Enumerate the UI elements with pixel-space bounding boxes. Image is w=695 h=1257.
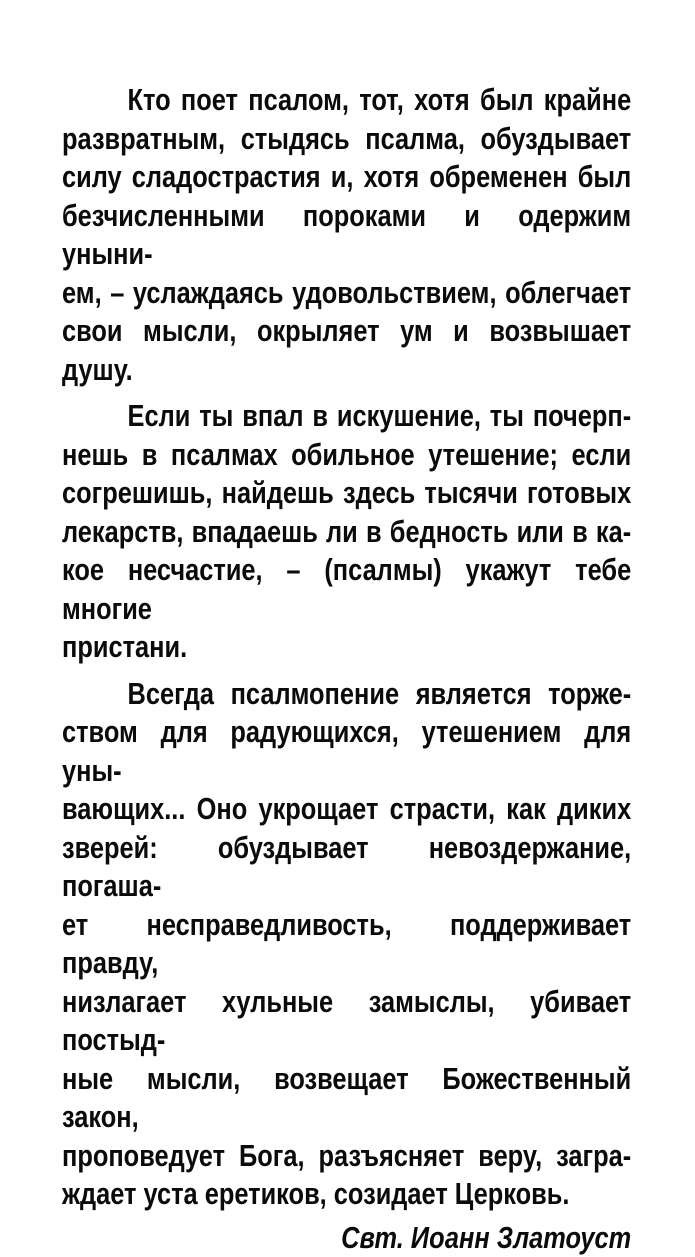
text-line: Всегда псалмопение является торже- [62, 675, 631, 714]
text-line: ет несправедливость, поддерживает правду, [62, 906, 631, 983]
text-line: нешь в псалмах обильное утешение; если [62, 436, 631, 475]
text-line: проповедует Бога, разъясняет веру, загра- [62, 1137, 631, 1176]
text-line: низлагает хульные замыслы, убивает постыд- [62, 983, 631, 1060]
text-line: кое несчастие, – (псалмы) укажут тебе многие [62, 551, 631, 628]
text-line: зверей: обуздывает невоздержание, погаша- [62, 829, 631, 906]
text-line: лекарств, впадаешь ли в бедность или в ка- [62, 513, 631, 552]
quote-block [62, 81, 632, 1257]
paragraph [62, 675, 632, 1214]
text-line: вающих... Оно укрощает страсти, как диких [62, 790, 631, 829]
text-line: силу сладострастия и, хотя обременен был [62, 158, 631, 197]
text-line: ждает уста еретиков, созидает Церковь. [62, 1175, 631, 1214]
attribution-author: Свт. Иоанн Златоуст [62, 1219, 631, 1257]
paragraph [62, 81, 632, 389]
text-line: ством для радующихся, утешением для уны- [62, 713, 631, 790]
text-line: Кто поет псалом, тот, хотя был крайне [62, 81, 631, 120]
text-line: ем, – услаждаясь удовольствием, облегчает [62, 274, 631, 313]
text-line: развратным, стыдясь псалма, обуздывает [62, 120, 631, 159]
paragraph [62, 397, 632, 667]
text-line: свои мысли, окрыляет ум и возвышает душу. [62, 312, 631, 389]
text-line: ные мысли, возвещает Божественный закон, [62, 1060, 631, 1137]
text-line: согрешишь, найдешь здесь тысячи готовых [62, 474, 631, 513]
text-line: Если ты впал в искушение, ты почерп- [62, 397, 631, 436]
text-line: безчисленными пороками и одержим уныни- [62, 197, 631, 274]
text-line: пристани. [62, 628, 631, 667]
